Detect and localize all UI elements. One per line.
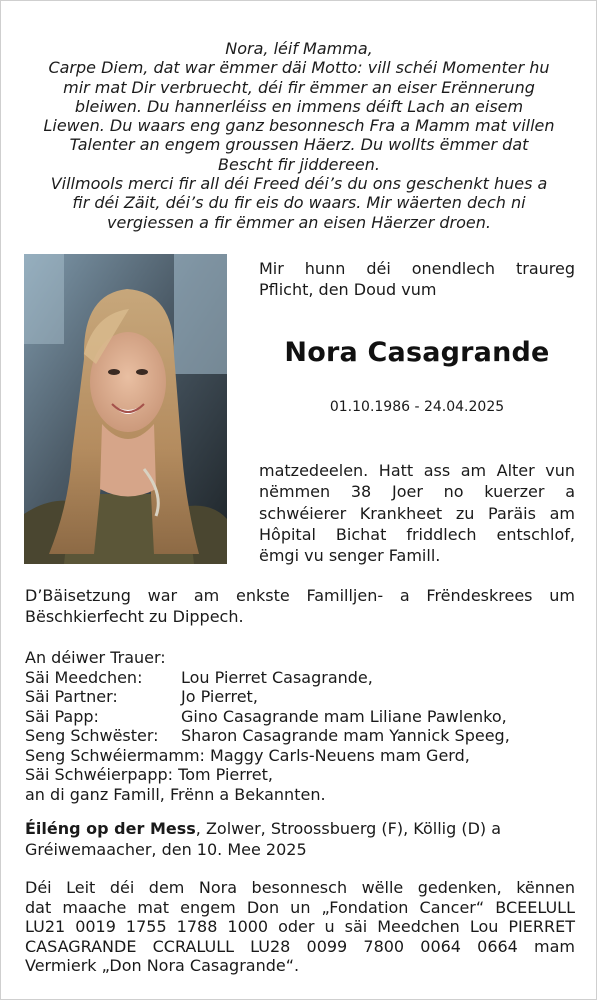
death-notice-text bbox=[259, 460, 575, 566]
mass-date: Gréiwemaacher, den 10. Mee 2025 bbox=[25, 839, 307, 859]
notice-line: Hôpital Bichat friddlech entschlof, bbox=[259, 524, 575, 544]
poem-line: Liewen. Du waars eng ganz besonnesch Fra a Mamm mat villen bbox=[43, 116, 555, 136]
mourner-row bbox=[25, 707, 585, 727]
portrait-photo bbox=[24, 254, 227, 564]
mourner-row bbox=[25, 687, 585, 707]
mourners-heading: An déiwer Trauer: bbox=[25, 648, 166, 667]
mourner-names: Lou Pierret Casagrande, bbox=[181, 667, 373, 687]
poem-line: Bescht fir jiddereen. bbox=[218, 154, 380, 174]
mass-info bbox=[25, 819, 577, 860]
notice-line: nëmmen 38 Joer no kuerzer a bbox=[259, 482, 575, 502]
poem-line: vergiessen a fir ëmmer an eisen Häerzer droen. bbox=[107, 212, 491, 232]
intro-line: Pflicht, den Doud vum bbox=[259, 280, 437, 299]
intro-line: Mir hunn déi onendlech traureg bbox=[259, 259, 575, 278]
notice-line: ëmgi vu senger Famill. bbox=[259, 546, 441, 566]
poem-line: Talenter an engem groussen Häerz. Du wollts ëmmer dat bbox=[69, 135, 529, 155]
donation-line: dat maache mat engem Don un „Fondation Cancer“ BCEELULL bbox=[25, 897, 575, 917]
poem-line: mir mat Dir verbruecht, déi fir ëmmer an eiser Erënnerung bbox=[63, 77, 535, 97]
donation-line: CASAGRANDE CCRALULL LU28 0099 7800 0064 0664 mam bbox=[25, 936, 575, 956]
mourner-row bbox=[25, 726, 585, 746]
funeral-info bbox=[25, 586, 575, 627]
mourners-closing: an di ganz Famill, Frënn a Bekannten. bbox=[25, 784, 326, 804]
poem-line: Villmools merci fir all déi Freed déi’s du ons geschenkt hues a bbox=[50, 174, 548, 194]
mourner-inlaw-line: Säi Schwéierpapp: Tom Pierret, bbox=[25, 765, 273, 784]
mourner-names: Sharon Casagrande mam Yannick Speeg, bbox=[181, 726, 510, 745]
mourner-names: Gino Casagrande mam Liliane Pawlenko, bbox=[181, 706, 507, 726]
mourner-names: Jo Pierret, bbox=[181, 687, 258, 706]
mourner-role: Säi Papp: bbox=[25, 706, 99, 726]
donation-line: LU21 0019 1755 1788 1000 oder u säi Meedchen Lou PIERRET bbox=[25, 917, 575, 936]
poem-line: Nora, léif Mamma, bbox=[225, 39, 373, 58]
poem-line: Carpe Diem, dat war ëmmer däi Motto: vill schéi Momenter hu bbox=[48, 58, 550, 78]
notice-line: schwéierer Krankheet zu Paräis am bbox=[259, 503, 575, 523]
donation-line: Déi Leit déi dem Nora besonnesch wëlle gedenken, kënnen bbox=[25, 878, 575, 897]
mourner-row bbox=[25, 668, 585, 688]
mourner-inlaw-line: Seng Schwéiermamm: Maggy Carls-Neuens mam Gerd, bbox=[25, 745, 470, 765]
funeral-line: D’Bäisetzung war am enkste Familljen- a Frëndeskrees um bbox=[25, 586, 575, 605]
mass-heading: Éiléng op der Mess bbox=[25, 819, 196, 838]
notice-line: matzedeelen. Hatt ass am Alter vun bbox=[259, 461, 575, 480]
donation-info bbox=[25, 878, 575, 976]
mourners-list bbox=[25, 648, 585, 804]
donation-line: Vermierk „Don Nora Casagrande“. bbox=[25, 956, 300, 975]
mourner-role: Säi Meedchen: bbox=[25, 667, 143, 687]
life-dates: 01.10.1986 - 24.04.2025 bbox=[329, 399, 505, 415]
intro-text bbox=[259, 258, 575, 300]
mourner-role: Säi Partner: bbox=[25, 687, 118, 706]
deceased-name: Nora Casagrande bbox=[284, 337, 550, 368]
mass-places: , Zolwer, Stroossbuerg (F), Köllig (D) a bbox=[195, 819, 502, 838]
memorial-poem bbox=[19, 39, 579, 232]
poem-line: fir déi Zäit, déi’s du fir eis do waars. Mir wäerten dech ni bbox=[72, 193, 526, 213]
funeral-line: Bëschkierfecht zu Dippech. bbox=[25, 606, 244, 626]
poem-line: bleiwen. Du hannerléiss en immens déift Lach an eisem bbox=[74, 96, 524, 116]
mourner-role: Seng Schwëster: bbox=[25, 726, 159, 745]
